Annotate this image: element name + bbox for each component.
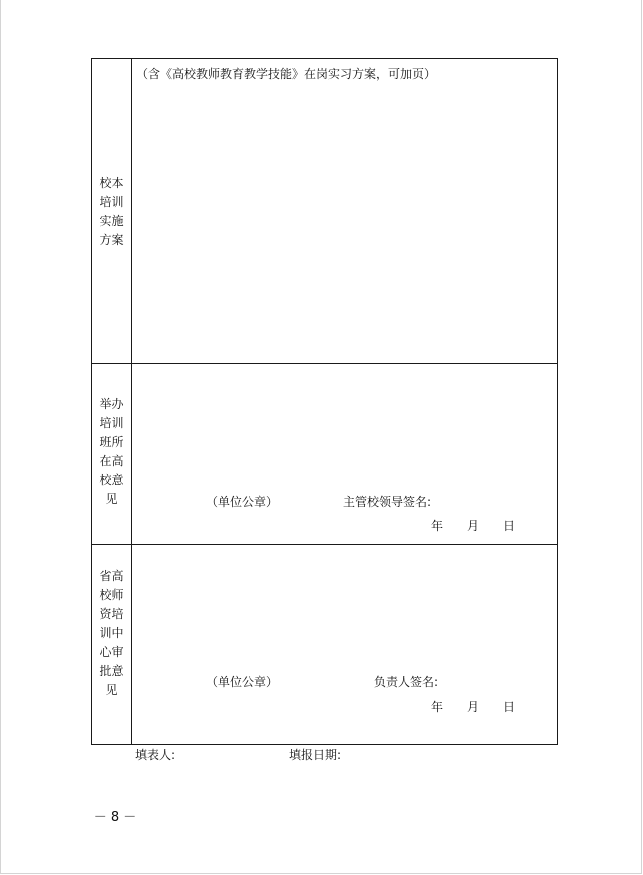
host-seal-text: （单位公章） <box>206 495 279 509</box>
training-plan-label: 校本 培训 实施 方案 <box>99 176 124 247</box>
center-seal-text: （单位公章） <box>206 675 279 689</box>
label-column-divider <box>131 59 132 744</box>
host-leader-signature-label: 主管校领导签名: <box>343 495 432 509</box>
provincial-center-approval-label: 省高 校师 资培 训中 心审 批意 见 <box>99 569 124 697</box>
fill-date-label: 填报日期: <box>289 748 342 762</box>
host-date-label: 年 月 日 <box>431 519 516 533</box>
host-university-opinion-label: 举办 培训 班所 在高 校意 见 <box>99 397 124 506</box>
application-form-table <box>91 58 558 745</box>
center-date-label: 年 月 日 <box>431 700 516 714</box>
center-responsible-signature-label: 负责人签名: <box>374 675 439 689</box>
row-divider-2 <box>92 544 557 545</box>
filler-label: 填表人: <box>135 748 176 762</box>
row-divider-1 <box>92 363 557 364</box>
training-plan-note: （含《高校教师教育教学技能》在岗实习方案，可加页） <box>136 67 437 81</box>
page-number: － 8 － <box>93 810 137 825</box>
